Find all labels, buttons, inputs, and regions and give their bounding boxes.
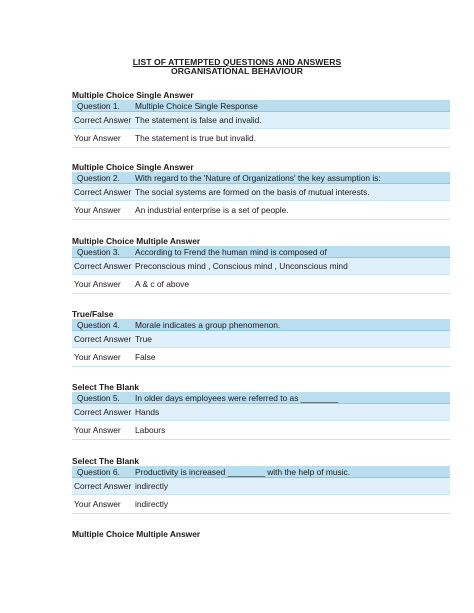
- question-block-2: [72, 162, 450, 220]
- your-answer-text: indirectly: [135, 499, 169, 509]
- question-label: Question 2.: [77, 172, 120, 183]
- question-row: [72, 100, 450, 112]
- correct-answer-text: Hands: [135, 407, 160, 417]
- correct-answer-text: Preconscious mind , Conscious mind , Unconscious mind: [135, 261, 348, 271]
- question-block-3: [72, 236, 450, 294]
- question-block-1: [72, 90, 450, 148]
- your-answer-label: Your Answer: [74, 133, 121, 143]
- correct-answer-label: Correct Answer: [74, 261, 132, 271]
- correct-answer-label: Correct Answer: [74, 481, 132, 491]
- your-answer-text: A & c of above: [135, 279, 190, 289]
- correct-answer-text: The social systems are formed on the basis of mutual interests.: [135, 187, 370, 197]
- your-answer-row: [72, 129, 450, 148]
- question-row: [72, 392, 450, 404]
- your-answer-label: Your Answer: [74, 205, 121, 215]
- question-label: Question 1.: [77, 100, 120, 111]
- question-label: Question 3.: [77, 246, 120, 257]
- question-block-5: [72, 382, 450, 440]
- correct-answer-text: The statement is false and invalid.: [135, 115, 262, 125]
- correct-answer-text: indirectly: [135, 481, 169, 491]
- question-type: True/False: [72, 309, 114, 319]
- correct-answer-row: [72, 112, 450, 129]
- question-text: In older days employees were referred to as ________: [135, 392, 338, 403]
- question-block-7: [72, 529, 450, 539]
- question-type: Select The Blank: [72, 382, 140, 392]
- correct-answer-row: [72, 404, 450, 421]
- question-text: Multiple Choice Single Response: [135, 100, 258, 111]
- question-label: Question 5.: [77, 392, 120, 403]
- your-answer-label: Your Answer: [74, 425, 121, 435]
- your-answer-label: Your Answer: [74, 499, 121, 509]
- question-type: Multiple Choice Multiple Answer: [72, 236, 201, 246]
- question-block-4: [72, 309, 450, 367]
- question-row: [72, 172, 450, 184]
- question-type: Select The Blank: [72, 456, 140, 466]
- your-answer-text: False: [135, 352, 156, 362]
- correct-answer-row: [72, 331, 450, 348]
- your-answer-label: Your Answer: [74, 279, 121, 289]
- question-block-6: [72, 456, 450, 514]
- question-type: Multiple Choice Single Answer: [72, 90, 194, 100]
- correct-answer-label: Correct Answer: [74, 407, 132, 417]
- your-answer-row: [72, 348, 450, 367]
- correct-answer-row: [72, 478, 450, 495]
- your-answer-row: [72, 275, 450, 294]
- correct-answer-label: Correct Answer: [74, 187, 132, 197]
- correct-answer-text: True: [135, 334, 152, 344]
- question-row: [72, 466, 450, 478]
- question-label: Question 4.: [77, 319, 120, 330]
- document-title: LIST OF ATTEMPTED QUESTIONS AND ANSWERS: [132, 57, 342, 67]
- question-text: With regard to the 'Nature of Organizations' the key assumption is:: [135, 172, 381, 183]
- your-answer-row: [72, 201, 450, 220]
- question-row: [72, 246, 450, 258]
- your-answer-text: An industrial enterprise is a set of people.: [135, 205, 289, 215]
- question-text: Morale indicates a group phenomenon.: [135, 319, 281, 330]
- your-answer-label: Your Answer: [74, 352, 121, 362]
- your-answer-text: The statement is true but invalid.: [135, 133, 257, 143]
- question-text: Productivity is increased ________ with the help of music.: [135, 466, 351, 477]
- correct-answer-row: [72, 184, 450, 201]
- your-answer-row: [72, 495, 450, 514]
- question-label: Question 6.: [77, 466, 120, 477]
- question-row: [72, 319, 450, 331]
- question-type: Multiple Choice Multiple Answer: [72, 529, 201, 539]
- correct-answer-label: Correct Answer: [74, 115, 132, 125]
- question-text: According to Frend the human mind is composed of: [135, 246, 327, 257]
- your-answer-text: Labours: [135, 425, 166, 435]
- question-type: Multiple Choice Single Answer: [72, 162, 194, 172]
- correct-answer-label: Correct Answer: [74, 334, 132, 344]
- correct-answer-row: [72, 258, 450, 275]
- document-subtitle: ORGANISATIONAL BEHAVIOUR: [170, 66, 304, 76]
- your-answer-row: [72, 421, 450, 440]
